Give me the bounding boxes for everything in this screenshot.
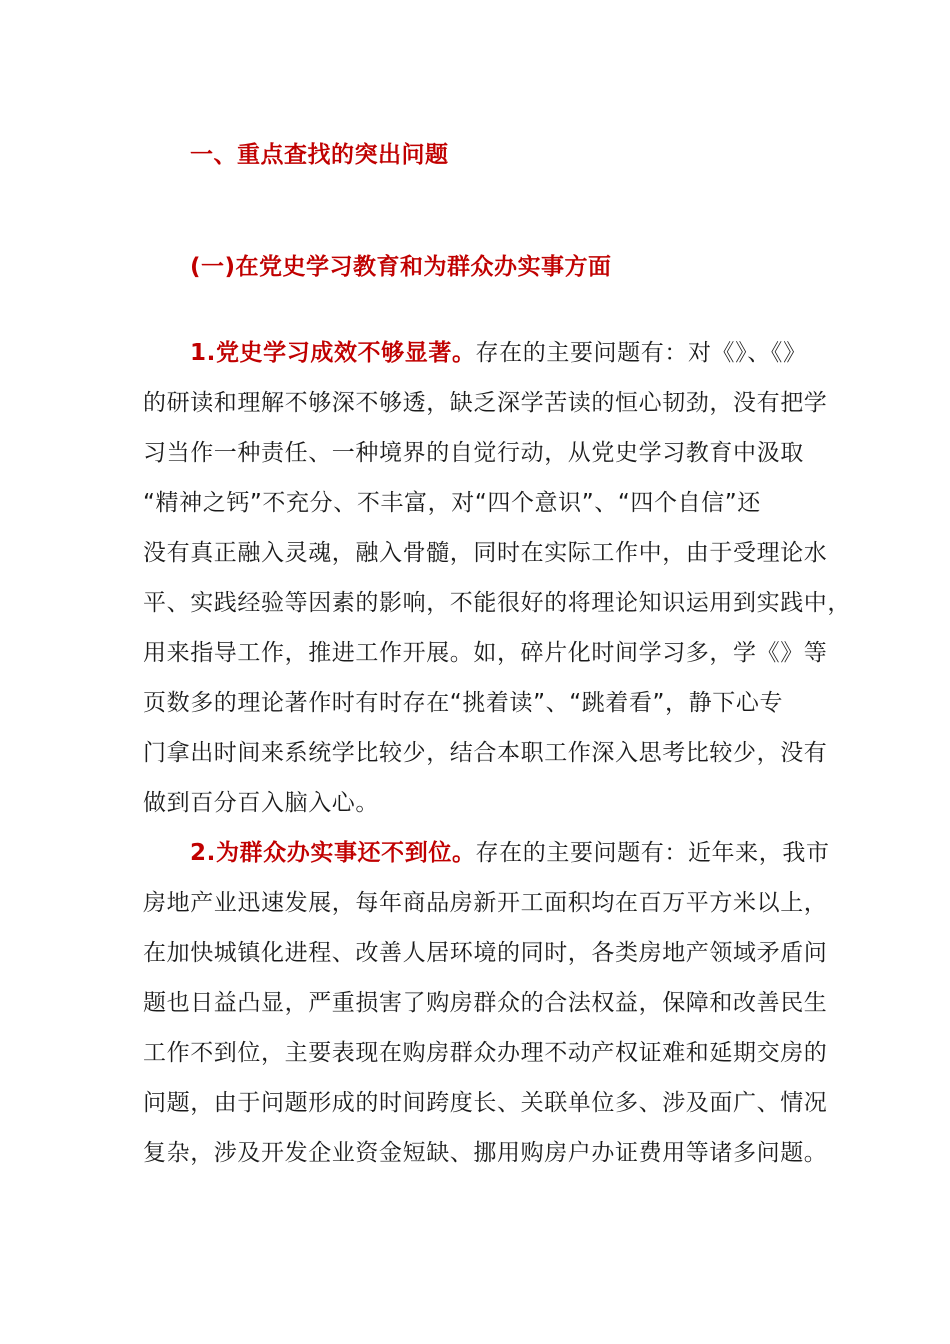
paragraph-line: 习当作一种责任、一种境界的自觉行动，从党史学习教育中汲取 [143,440,804,466]
paragraph-line [143,828,830,878]
paragraph-line: 用来指导工作，推进工作开展。如，碎片化时间学习多，学《》等 [143,640,828,666]
paragraph-line: 房地产业迅速发展，每年商品房新开工面积均在百万平方米以上， [143,890,828,916]
paragraph-line: 没有真正融入灵魂，融入骨髓，同时在实际工作中，由于受理论水 [143,540,828,566]
paragraph-text: 存在的主要问题有：近年来，我市 [475,840,830,866]
paragraph-line [143,328,807,378]
paragraph-line: 平、实践经验等因素的影响，不能很好的将理论知识运用到实践中， [143,590,851,616]
paragraph-line: 复杂，涉及开发企业资金短缺、挪用购房户办证费用等诸多问题。 [143,1140,828,1166]
paragraph-line: “精神之钙”不充分、不丰富，对“四个意识”、“四个自信”还 [143,490,761,516]
item-lead-title: 2.为群众办实事还不到位。 [190,840,476,866]
paragraph-line: 的研读和理解不够深不够透，缺乏深学苦读的恒心韧劲，没有把学 [143,390,828,416]
paragraph-line: 题也日益凸显，严重损害了购房群众的合法权益，保障和改善民生 [143,990,828,1016]
paragraph-line: 页数多的理论著作时有时存在“挑着读”、“跳着看”，静下心专 [143,690,784,716]
subsection-heading: (一)在党史学习教育和为群众办实事方面 [190,254,612,280]
paragraph-text: 存在的主要问题有：对《》、《》 [475,340,807,366]
paragraph-item-2 [143,828,830,1178]
item-lead-title: 1.党史学习成效不够显著。 [190,340,476,366]
paragraph-line: 工作不到位，主要表现在购房群众办理不动产权证难和延期交房的 [143,1040,828,1066]
paragraph-line: 门拿出时间来系统学比较少，结合本职工作深入思考比较少，没有 [143,740,828,766]
paragraph-line: 问题，由于问题形成的时间跨度长、关联单位多、涉及面广、情况 [143,1090,828,1116]
paragraph-line: 做到百分百入脑入心。 [143,790,379,816]
paragraph-item-1 [143,328,851,828]
paragraph-line: 在加快城镇化进程、改善人居环境的同时，各类房地产领域矛盾问 [143,940,828,966]
section-heading: 一、重点查找的突出问题 [190,142,449,168]
